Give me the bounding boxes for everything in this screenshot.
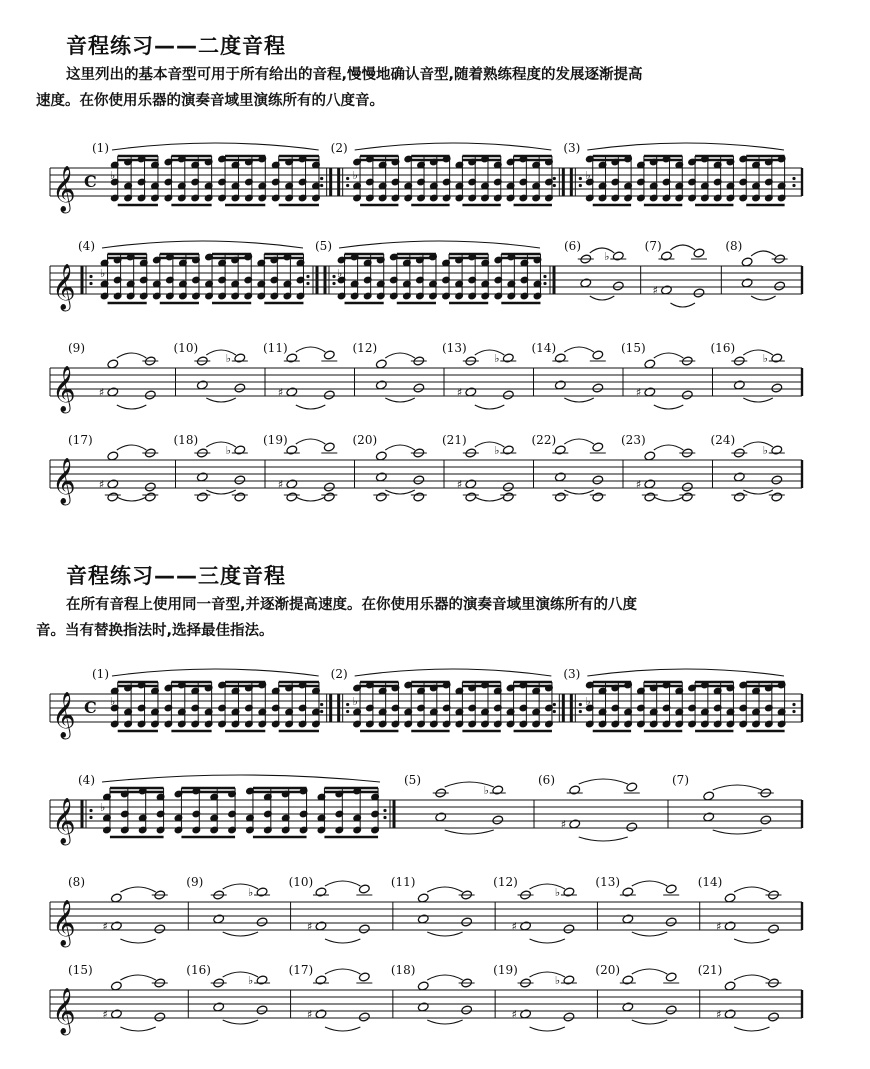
notehead [661, 251, 673, 261]
notehead [768, 1012, 780, 1022]
accidental: ♯ [716, 920, 722, 933]
slur [530, 1027, 565, 1031]
exercise-number: (4) [78, 773, 95, 787]
notehead [554, 445, 566, 455]
exercise-number: (20) [595, 963, 621, 977]
time-signature: C [84, 172, 97, 191]
notehead [771, 492, 783, 502]
notehead [771, 383, 783, 393]
exercise-number: (19) [263, 433, 288, 447]
slur [632, 881, 667, 886]
exercise-number: (11) [263, 341, 288, 355]
accidental: ♯ [560, 818, 567, 831]
slur [713, 830, 762, 834]
music-system [0, 238, 870, 328]
notehead [413, 475, 425, 485]
slur [427, 1020, 462, 1024]
slur [734, 1027, 769, 1031]
notehead [665, 1005, 677, 1015]
paragraph-line: 在所有音程上使用同一音型,并逐渐提高速度。在你使用乐器的演奏音域里演练所有的八度 [66, 597, 638, 613]
notehead [144, 390, 156, 400]
repeat-dot [543, 275, 546, 278]
slur [117, 353, 146, 358]
accidental: ♭ [100, 267, 106, 280]
exercise-number: (1) [92, 667, 109, 681]
slur [632, 932, 667, 936]
repeat-dot [346, 184, 349, 187]
repeat-dot [792, 710, 795, 713]
exercise-number: (22) [531, 433, 557, 447]
notehead [760, 815, 772, 825]
accidental: ♭ [225, 352, 232, 365]
repeat-dot [320, 177, 323, 180]
notehead [323, 482, 335, 492]
slur [751, 251, 776, 256]
accidental: ♯ [306, 920, 313, 933]
repeat-dot [383, 816, 386, 819]
accidental: ♭ [762, 444, 769, 457]
repeat-dot [320, 710, 323, 713]
repeat-dot [346, 703, 349, 706]
slur [632, 969, 667, 974]
paragraph-line: 速度。在你使用乐器的演奏音域里演练所有的八度音。 [36, 93, 384, 109]
exercise-number: (4) [78, 239, 95, 253]
accidental: ♯ [102, 1008, 108, 1021]
accidental: ♯ [511, 920, 517, 933]
slur [112, 669, 319, 676]
slur [102, 775, 380, 782]
exercise-number: (9) [186, 875, 204, 889]
slur [670, 245, 695, 250]
repeat-dot [579, 177, 582, 180]
section-title: 音程练习——二度音程 [66, 34, 286, 58]
accidental: ♯ [98, 386, 105, 399]
notehead [358, 1012, 370, 1022]
slur [206, 398, 235, 402]
repeat-dot [320, 184, 323, 187]
exercise-number: (1) [92, 141, 109, 155]
slur [654, 445, 683, 450]
exercise-number: (21) [442, 433, 467, 447]
treble-clef: 𝄞 [52, 366, 76, 412]
notehead [563, 924, 575, 934]
accidental: ♯ [98, 478, 105, 491]
notehead [323, 390, 335, 400]
slur [475, 497, 504, 501]
slur [296, 439, 325, 444]
music-system [0, 772, 870, 867]
notehead [256, 917, 268, 927]
notehead [413, 383, 425, 393]
accidental: ♭ [100, 801, 106, 814]
exercise-number: (12) [352, 341, 378, 355]
exercise-number: (16) [710, 341, 736, 355]
notehead [256, 1005, 268, 1015]
notehead [665, 917, 677, 927]
exercise-number: (17) [288, 963, 314, 977]
slur [564, 398, 593, 402]
accidental: ♭ [494, 444, 500, 457]
exercise-number: (5) [404, 773, 421, 787]
slur [385, 353, 414, 358]
repeat-dot [346, 710, 349, 713]
slur [587, 143, 784, 150]
slur [713, 785, 762, 790]
notehead [592, 492, 604, 502]
slur [296, 497, 325, 501]
exercise-number: (18) [390, 963, 416, 977]
slur [743, 398, 772, 402]
exercise-number: (13) [595, 875, 621, 889]
slur [325, 969, 360, 974]
slur [530, 939, 565, 943]
notehead [375, 492, 387, 502]
accidental: ♭ [554, 974, 561, 987]
repeat-dot [579, 703, 582, 706]
notehead [154, 924, 166, 934]
slur [385, 490, 414, 494]
accidental: ♭ [225, 444, 232, 457]
exercise-number: (6) [538, 773, 555, 787]
slur [564, 439, 593, 444]
exercise-number: (20) [352, 433, 378, 447]
treble-clef: 𝄞 [52, 798, 76, 844]
treble-clef: 𝄞 [52, 166, 76, 212]
exercise-number: (16) [186, 963, 211, 977]
slur [296, 405, 325, 409]
slur [355, 669, 552, 676]
accidental: ♭ [337, 267, 343, 280]
exercise-number: (8) [68, 875, 85, 889]
repeat-dot [332, 282, 335, 285]
slur [734, 939, 769, 943]
notehead [592, 475, 604, 485]
repeat-dot [306, 282, 309, 285]
exercise-number: (9) [68, 341, 85, 355]
exercise-number: (3) [563, 667, 581, 681]
notehead [492, 815, 504, 825]
treble-clef: 𝄞 [52, 988, 76, 1034]
exercise-number: (8) [725, 239, 743, 253]
notehead [693, 288, 705, 298]
exercise-number: (14) [531, 341, 557, 355]
repeat-dot [579, 184, 582, 187]
repeat-dot [792, 184, 795, 187]
slur [564, 347, 593, 352]
notehead [612, 281, 624, 291]
notehead [196, 492, 208, 502]
notehead [681, 482, 693, 492]
notehead [154, 1012, 166, 1022]
notehead [554, 492, 566, 502]
accidental: ♯ [635, 386, 642, 399]
repeat-dot [89, 282, 92, 285]
paragraph-line: 音。当有替换指法时,选择最佳指法。 [36, 623, 274, 639]
slur [223, 932, 258, 936]
slur [296, 347, 325, 352]
repeat-dot [89, 816, 92, 819]
repeat-dot [792, 703, 795, 706]
notehead [286, 353, 298, 363]
exercise-number: (3) [563, 141, 581, 155]
accidental: ♯ [635, 478, 642, 491]
notehead [234, 383, 246, 393]
slur [743, 442, 772, 447]
section-paragraph [36, 592, 637, 644]
accidental: ♯ [511, 1008, 517, 1021]
exercise-number: (19) [493, 963, 518, 977]
notehead [592, 383, 604, 393]
slur [670, 303, 695, 307]
slur [120, 1027, 155, 1031]
exercise-number: (10) [173, 341, 199, 355]
notehead [286, 445, 298, 455]
slur [427, 932, 462, 936]
slur [587, 669, 784, 676]
accidental: ♯ [456, 386, 463, 399]
exercise-number: (5) [315, 239, 332, 253]
treble-clef: 𝄞 [52, 264, 76, 310]
time-signature: C [84, 698, 97, 717]
notehead [768, 924, 780, 934]
music-system [0, 666, 870, 756]
repeat-dot [346, 177, 349, 180]
notehead [413, 492, 425, 502]
accidental: ♭ [110, 169, 116, 182]
exercise-number: (2) [330, 141, 348, 155]
accidental: ♯ [456, 478, 463, 491]
accidental: ♭ [554, 886, 561, 899]
exercise-number: (14) [697, 875, 723, 889]
repeat-dot [543, 282, 546, 285]
notehead [315, 975, 327, 985]
slur [734, 887, 769, 892]
slur [579, 779, 628, 784]
paragraph-line: 这里列出的基本音型可用于所有给出的音程,慢慢地确认音型,随着熟练程度的发展逐渐提高 [66, 67, 643, 83]
notehead [502, 482, 514, 492]
slur [385, 398, 414, 402]
notehead [461, 1005, 473, 1015]
exercise-number: (23) [621, 433, 646, 447]
exercise-number: (12) [493, 875, 518, 889]
accidental: ♭ [352, 695, 358, 708]
repeat-dot [792, 177, 795, 180]
repeat-dot [306, 275, 309, 278]
notehead [358, 924, 370, 934]
slur [339, 241, 540, 248]
accidental: ♭ [110, 695, 116, 708]
slur [206, 490, 235, 494]
music-system [0, 962, 870, 1057]
exercise-number: (17) [68, 433, 93, 447]
section-title: 音程练习——三度音程 [66, 564, 286, 588]
accidental: ♯ [652, 284, 658, 297]
accidental: ♭ [352, 169, 358, 182]
repeat-dot [332, 275, 335, 278]
accidental: ♭ [585, 169, 591, 182]
notehead [315, 887, 327, 897]
slur [743, 490, 772, 494]
repeat-dot [383, 809, 386, 812]
slur [445, 830, 494, 834]
slur [734, 975, 769, 980]
accidental: ♭ [762, 352, 769, 365]
accidental: ♯ [277, 478, 284, 491]
slur [579, 837, 628, 841]
repeat-dot [579, 710, 582, 713]
slur [112, 143, 319, 150]
notehead [771, 475, 783, 485]
slur [475, 405, 504, 409]
slur [355, 143, 552, 150]
accidental: ♯ [102, 920, 108, 933]
notehead [563, 1012, 575, 1022]
slur [117, 405, 146, 409]
slur [385, 445, 414, 450]
slur [751, 296, 776, 300]
slur [427, 975, 462, 980]
notehead [622, 975, 634, 985]
slur [427, 887, 462, 892]
exercise-number: (6) [564, 239, 581, 253]
slur [475, 350, 504, 355]
exercise-number: (15) [621, 341, 646, 355]
accidental: ♯ [716, 1008, 722, 1021]
treble-clef: 𝄞 [52, 458, 76, 504]
repeat-dot [89, 809, 92, 812]
notehead [569, 785, 581, 795]
notehead [626, 822, 638, 832]
slur [590, 248, 615, 253]
exercise-number: (24) [710, 433, 736, 447]
notehead [733, 492, 745, 502]
exercise-number: (21) [697, 963, 723, 977]
slur [564, 490, 593, 494]
slur [743, 350, 772, 355]
slur [120, 975, 155, 980]
notehead [234, 475, 246, 485]
slur [102, 241, 303, 248]
accidental: ♯ [306, 1008, 313, 1021]
section-paragraph [36, 62, 643, 114]
slur [120, 939, 155, 943]
slur [475, 442, 504, 447]
notehead [554, 353, 566, 363]
accidental: ♭ [604, 250, 610, 263]
slur [654, 353, 683, 358]
music-system [0, 874, 870, 964]
slur [325, 881, 360, 886]
music-system [0, 340, 870, 425]
slur [120, 887, 155, 892]
repeat-dot [320, 703, 323, 706]
exercise-number: (11) [390, 875, 416, 889]
notehead [774, 281, 786, 291]
accidental: ♭ [585, 695, 591, 708]
exercise-number: (15) [68, 963, 93, 977]
repeat-dot [553, 710, 556, 713]
accidental: ♭ [494, 352, 500, 365]
slur [632, 1020, 667, 1024]
exercise-number: (7) [672, 773, 689, 787]
slur [654, 405, 683, 409]
slur [325, 1027, 360, 1031]
accidental: ♭ [248, 886, 254, 899]
exercise-number: (7) [644, 239, 662, 253]
treble-clef: 𝄞 [52, 692, 76, 738]
slur [117, 497, 146, 501]
music-system [0, 140, 870, 220]
notehead [234, 492, 246, 502]
exercise-number: (18) [173, 433, 199, 447]
exercise-number: (2) [330, 667, 348, 681]
notehead [502, 390, 514, 400]
accidental: ♭ [248, 974, 254, 987]
notehead [622, 887, 634, 897]
slur [223, 1020, 258, 1024]
slur [206, 350, 235, 355]
repeat-dot [553, 703, 556, 706]
slur [206, 442, 235, 447]
slur [117, 445, 146, 450]
exercise-number: (10) [288, 875, 314, 889]
repeat-dot [89, 275, 92, 278]
notehead [681, 390, 693, 400]
notehead [461, 917, 473, 927]
slur [590, 296, 615, 300]
slur [325, 939, 360, 943]
repeat-dot [553, 177, 556, 180]
notehead [144, 482, 156, 492]
exercise-number: (13) [442, 341, 467, 355]
treble-clef: 𝄞 [52, 900, 76, 946]
music-system [0, 432, 870, 527]
repeat-dot [553, 184, 556, 187]
accidental: ♭ [483, 784, 489, 797]
accidental: ♯ [277, 386, 284, 399]
slur [654, 497, 683, 501]
